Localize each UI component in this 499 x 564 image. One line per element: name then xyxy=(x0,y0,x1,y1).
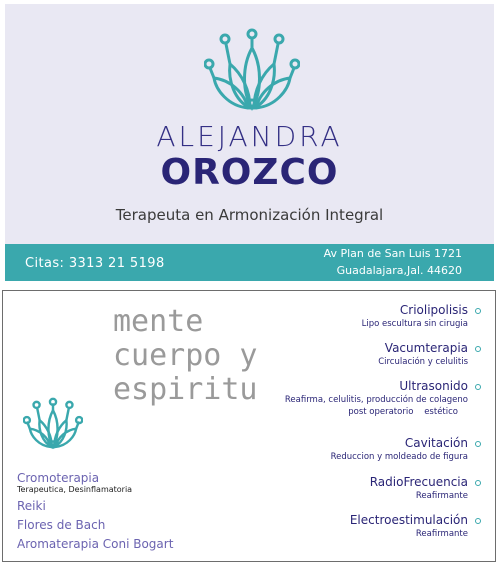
therapy-list xyxy=(17,471,173,551)
service-item xyxy=(285,379,468,417)
motto-line: cuerpo y xyxy=(113,338,258,373)
therapy-item: Reiki xyxy=(17,499,46,513)
business-card-front xyxy=(5,4,494,281)
therapy-item: Aromaterapia Coni Bogart xyxy=(17,537,174,551)
service-item xyxy=(362,303,468,329)
motto-line: espiritu xyxy=(113,372,258,407)
phone-number: Citas: 3313 21 5198 xyxy=(25,256,165,271)
lotus-logo-icon xyxy=(204,26,300,118)
service-bullet-icon xyxy=(475,346,481,352)
service-bullet-icon xyxy=(475,441,481,447)
first-name: ALEJANDRA xyxy=(156,120,343,153)
service-desc: Reduccion y moldeado de figura xyxy=(330,452,468,462)
service-bullet-icon xyxy=(475,384,481,390)
service-desc: post operatorio estético xyxy=(348,407,458,417)
service-item xyxy=(378,341,468,367)
service-title: Vacumterapia xyxy=(384,341,468,355)
address-line-2: Guadalajara,Jal. 44620 xyxy=(336,264,462,277)
service-desc: Lipo escultura sin cirugia xyxy=(361,319,468,329)
service-bullet-icon xyxy=(475,518,481,524)
service-bullet-icon xyxy=(475,308,481,314)
service-title: Electroestimulación xyxy=(349,513,468,527)
therapy-item-sub: Terapeutica, Desinflamatoria xyxy=(17,485,133,494)
service-desc: Reafirma, celulitis, producción de colageno xyxy=(284,395,468,405)
professional-title: Terapeuta en Armonización Integral xyxy=(115,206,384,224)
service-desc: Reafirmante xyxy=(415,529,468,539)
motto-line: mente xyxy=(113,304,204,339)
contact-band xyxy=(5,244,494,281)
motto xyxy=(113,305,258,407)
service-desc: Circulación y celulitis xyxy=(378,357,468,367)
service-item xyxy=(331,436,468,462)
service-title: Cavitación xyxy=(404,436,468,450)
service-title: Criolipolisis xyxy=(399,303,468,317)
service-desc: Reafirmante xyxy=(415,491,468,501)
service-title: Ultrasonido xyxy=(399,379,468,393)
business-card-back xyxy=(2,290,496,562)
therapy-item: Cromoterapia xyxy=(17,471,100,485)
service-item xyxy=(350,513,468,539)
address-line-1: Av Plan de San Luis 1721 xyxy=(323,247,462,260)
service-bullet-icon xyxy=(475,480,481,486)
service-title: RadioFrecuencia xyxy=(369,475,468,489)
lotus-logo-icon xyxy=(23,397,83,453)
therapy-item: Flores de Bach xyxy=(17,518,106,532)
service-item xyxy=(370,475,468,501)
last-name: OROZCO xyxy=(160,152,339,193)
